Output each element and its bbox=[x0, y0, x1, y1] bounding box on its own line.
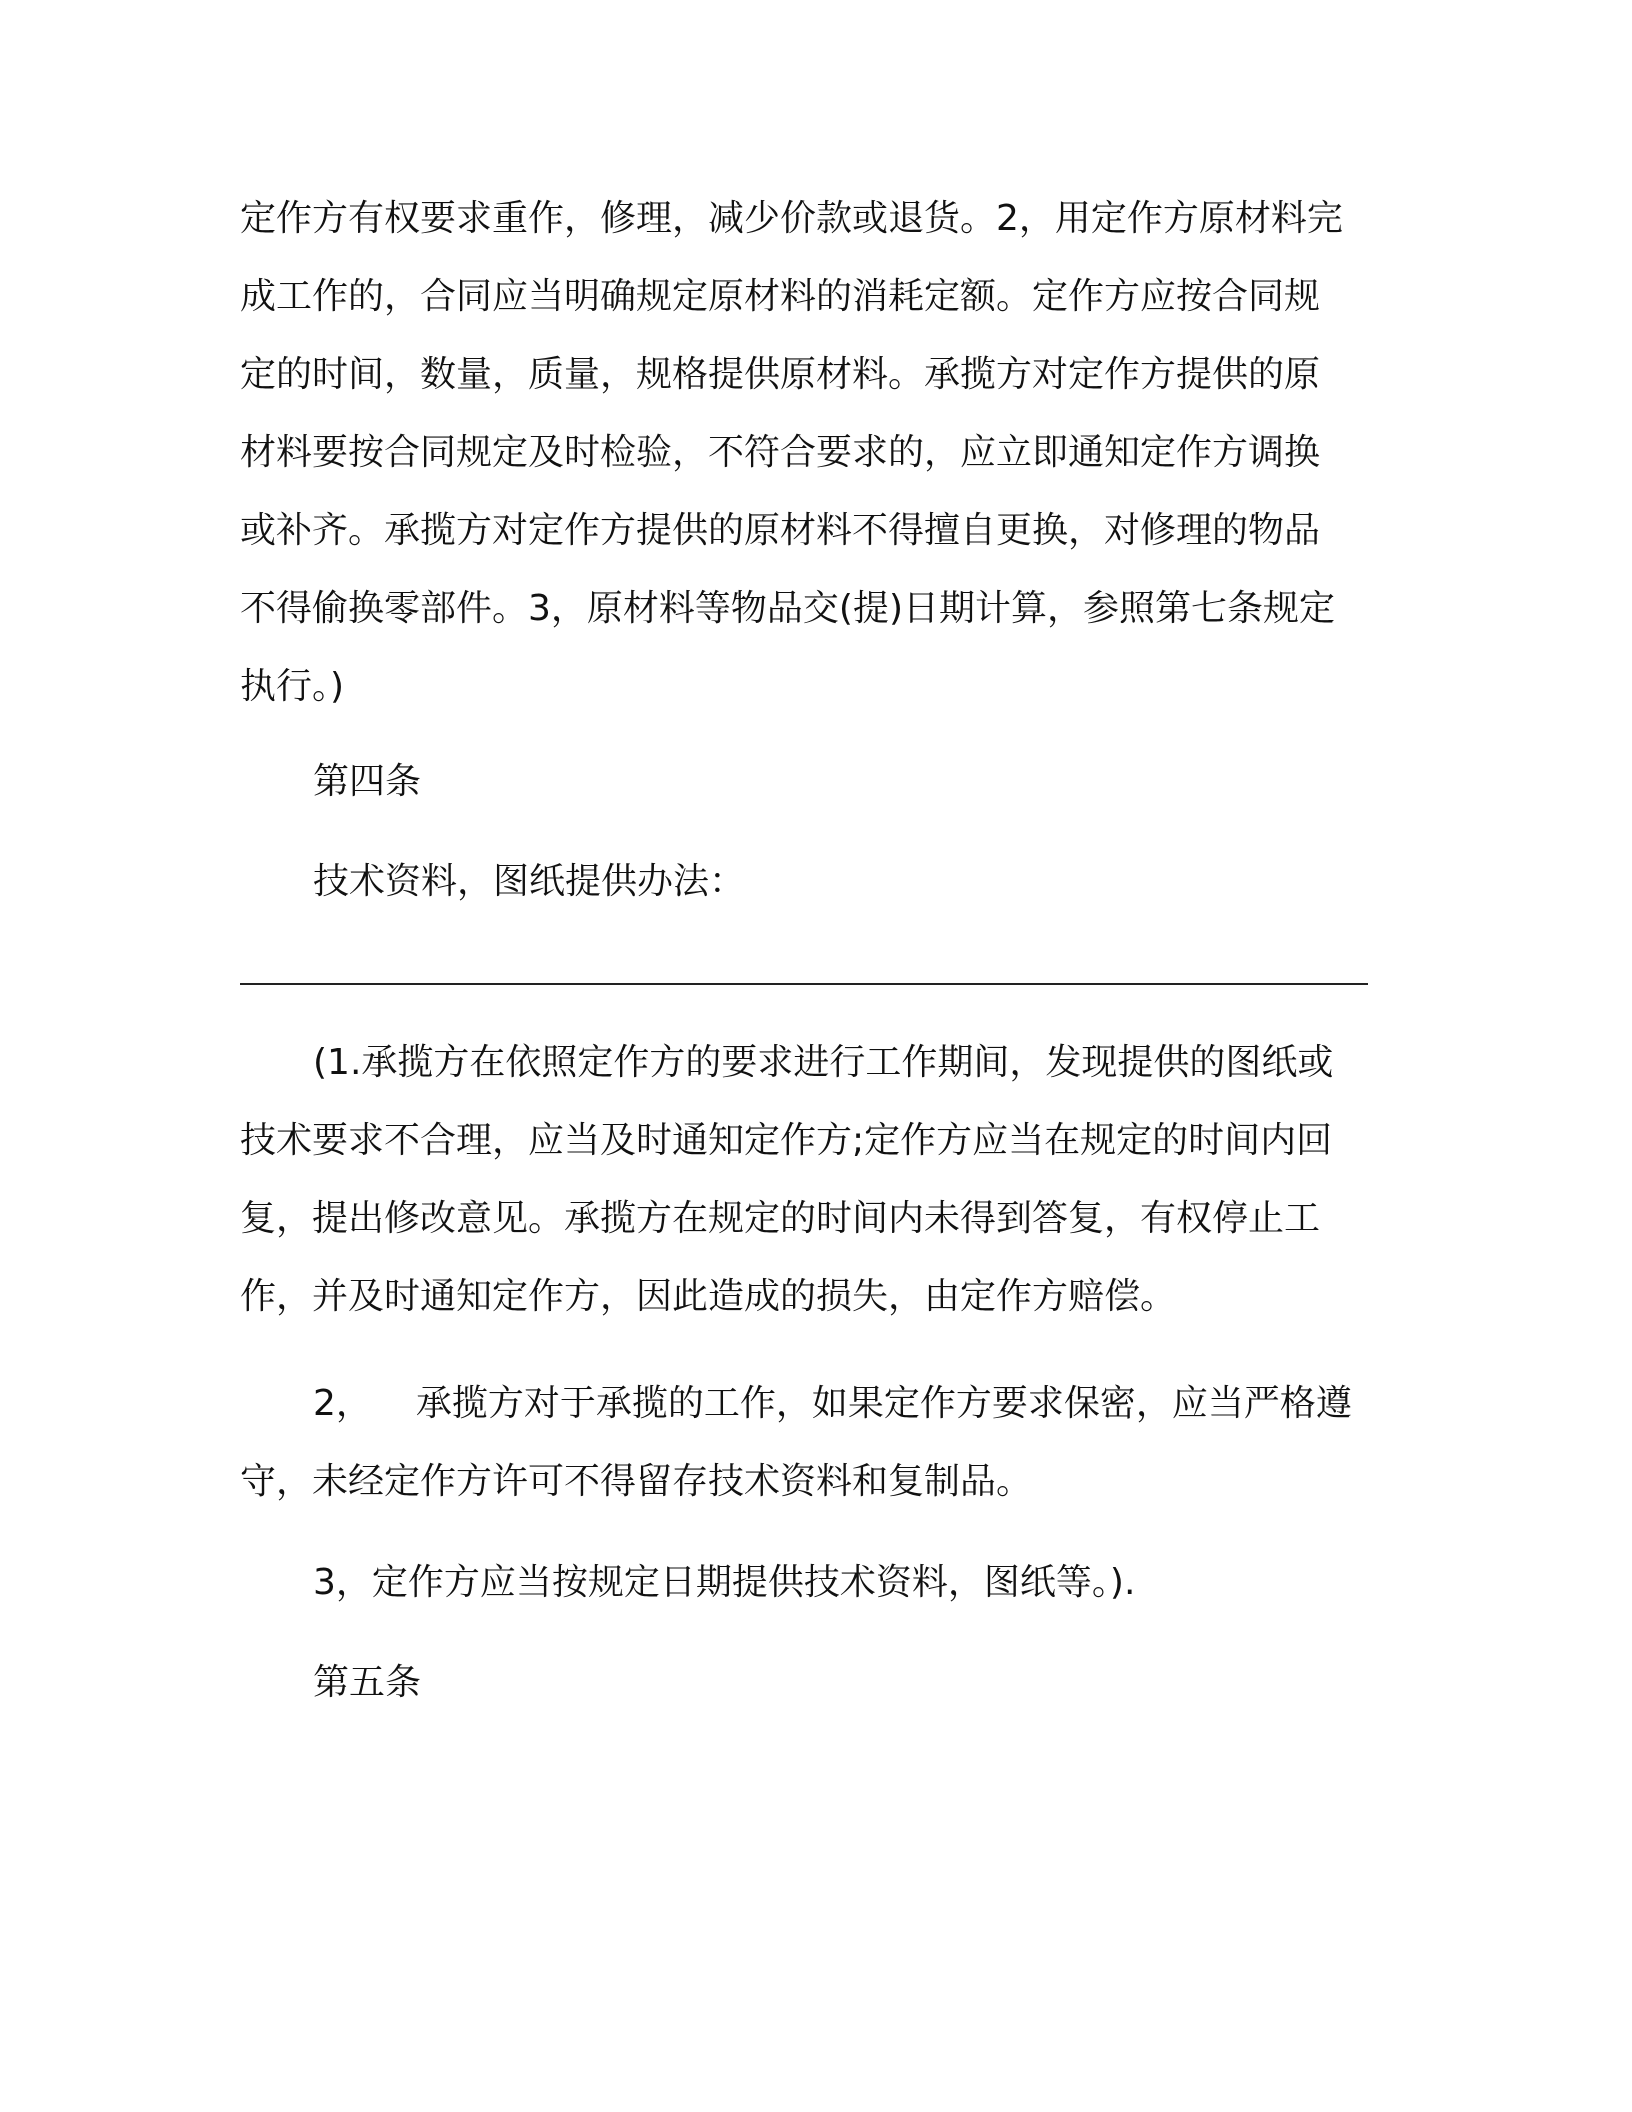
text-line: 材料要按合同规定及时检验，不符合要求的，应立即通知定作方调换 bbox=[240, 432, 1321, 473]
paragraph-technical-data-terms bbox=[240, 1024, 1390, 1336]
text-line: 技术要求不合理，应当及时通知定作方;定作方应当在规定的时间内回 bbox=[240, 1120, 1333, 1161]
paragraph-materials-terms bbox=[240, 180, 1390, 726]
text-line: 执行。) bbox=[240, 666, 345, 707]
field-label-text: 技术资料，图纸提供办法： bbox=[313, 861, 746, 902]
text-line: 定作方有权要求重作，修理，减少价款或退货。2，用定作方原材料完 bbox=[240, 198, 1343, 239]
text-line: 复，提出修改意见。承揽方在规定的时间内未得到答复，有权停止工 bbox=[240, 1198, 1321, 1239]
article-5-heading bbox=[313, 1644, 1463, 1722]
text-line: 守，未经定作方许可不得留存技术资料和复制品。 bbox=[240, 1461, 1033, 1502]
article-4-heading bbox=[313, 743, 1463, 821]
paragraph-delivery-deadline bbox=[313, 1544, 1463, 1622]
text-line: 不得偷换零部件。3，原材料等物品交(提)日期计算，参照第七条规定 bbox=[240, 588, 1335, 629]
fill-in-blank-line bbox=[240, 983, 1368, 985]
article-heading-text: 第五条 bbox=[313, 1662, 422, 1703]
item-number: 2， bbox=[313, 1383, 372, 1424]
text-line: 成工作的，合同应当明确规定原材料的消耗定额。定作方应按合同规 bbox=[240, 276, 1321, 317]
text-line: (1.承揽方在依照定作方的要求进行工作期间，发现提供的图纸或 bbox=[313, 1042, 1334, 1083]
text-line bbox=[240, 1365, 1390, 1443]
article-heading-text: 第四条 bbox=[313, 761, 422, 802]
text-line: 定的时间，数量，质量，规格提供原材料。承揽方对定作方提供的原 bbox=[240, 354, 1321, 395]
text-line: 或补齐。承揽方对定作方提供的原材料不得擅自更换，对修理的物品 bbox=[240, 510, 1321, 551]
item-text: 承揽方对于承揽的工作，如果定作方要求保密，应当严格遵 bbox=[415, 1383, 1352, 1424]
field-label-technical-data bbox=[313, 843, 1463, 921]
paragraph-confidentiality bbox=[240, 1365, 1390, 1521]
text-line: 3，定作方应当按规定日期提供技术资料，图纸等。). bbox=[313, 1562, 1136, 1603]
text-line: 作，并及时通知定作方，因此造成的损失，由定作方赔偿。 bbox=[240, 1276, 1177, 1317]
